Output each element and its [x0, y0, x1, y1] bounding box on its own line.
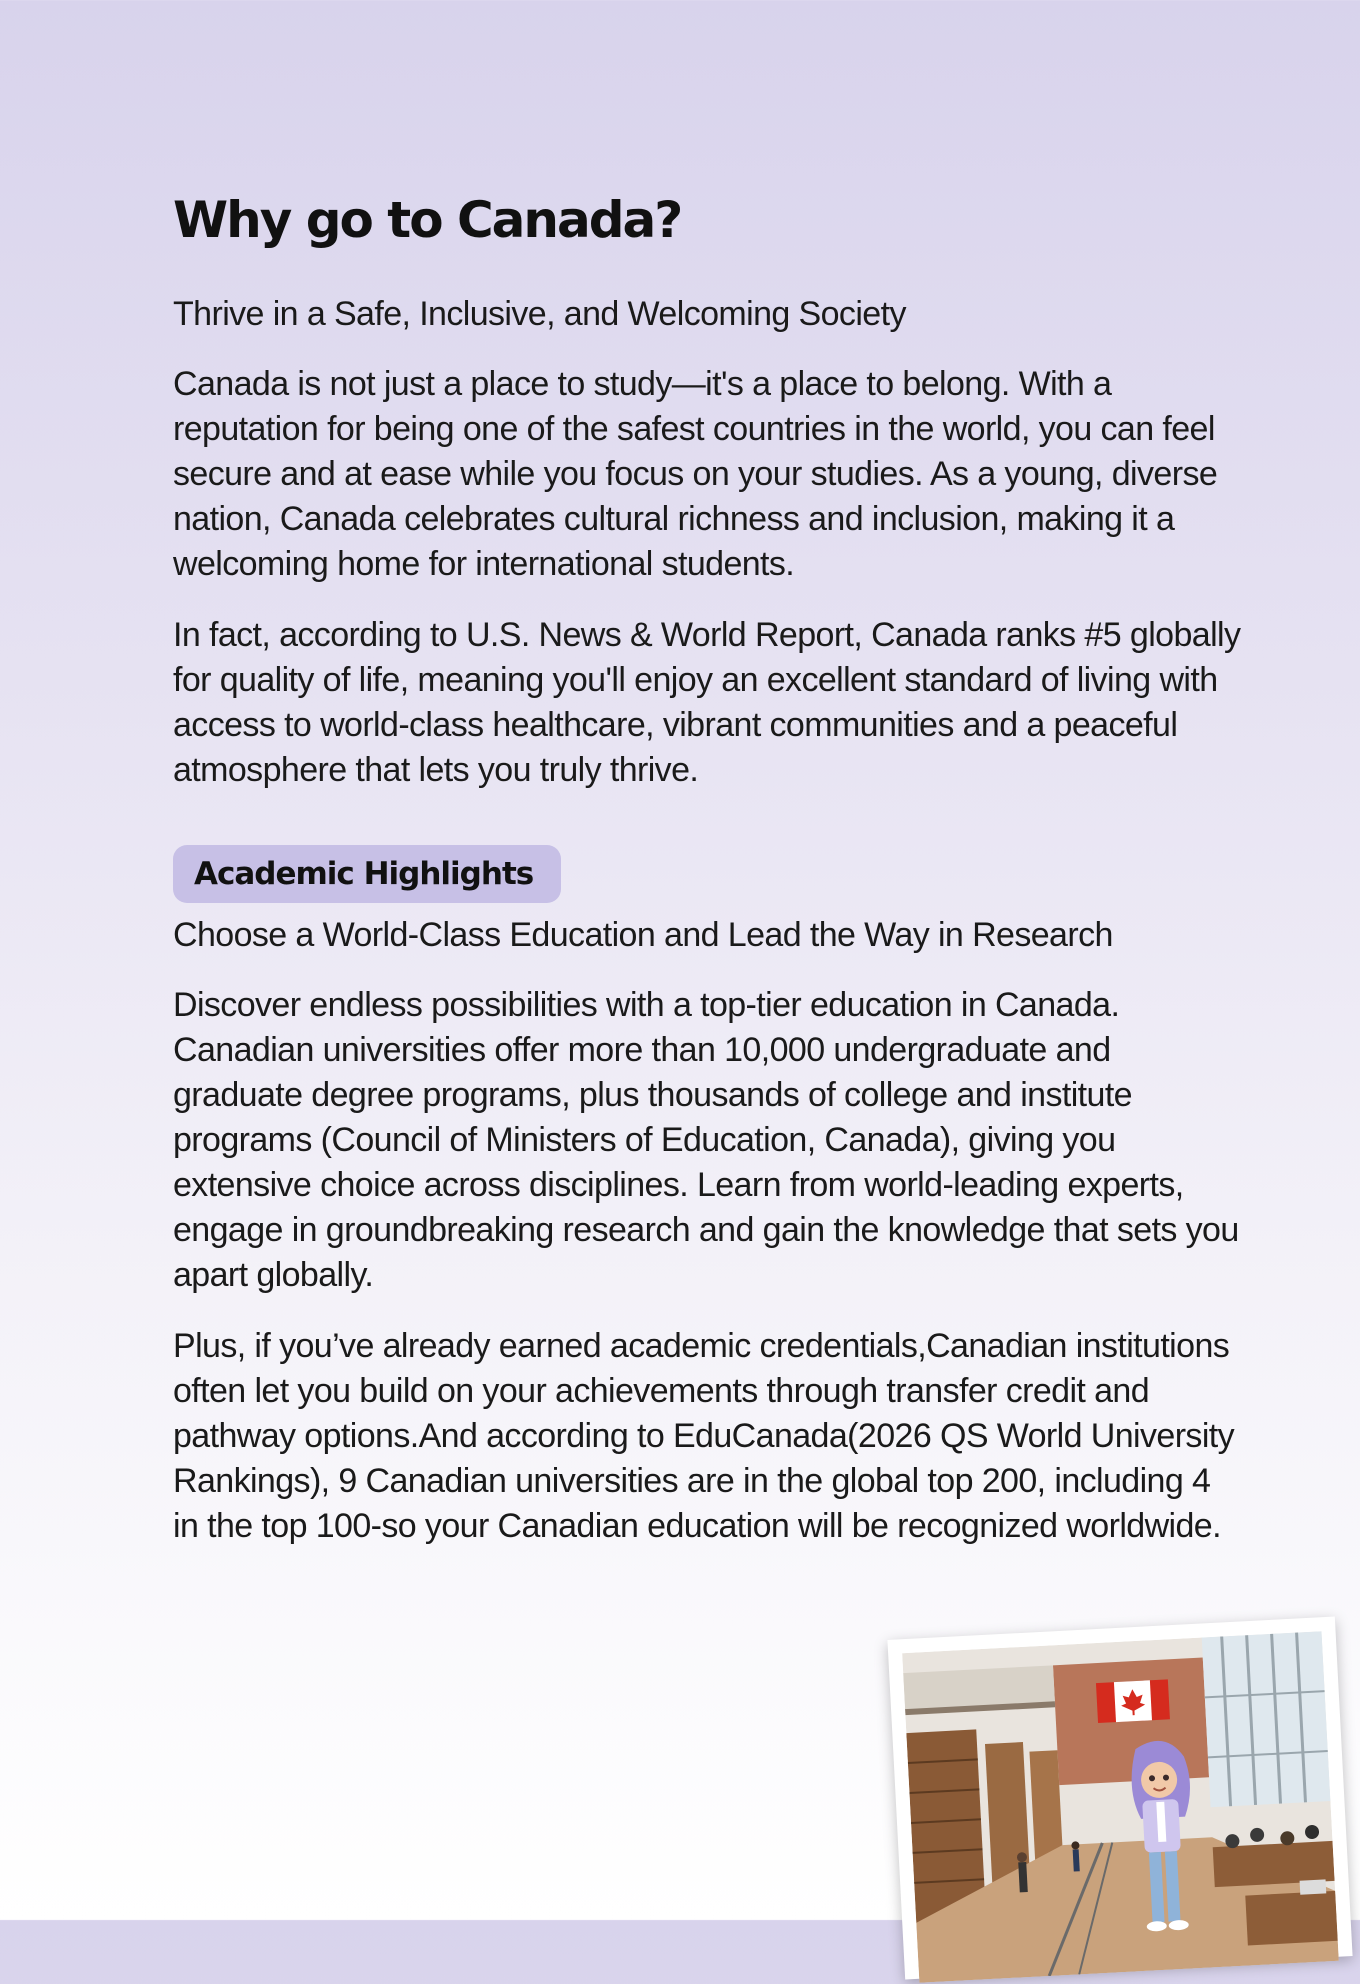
library-photo	[887, 1617, 1352, 1980]
safety-paragraph-1: Canada is not just a place to study—it's a place to belong. With a reputation for being one of the safest countries in the world, you can feel secure and at ease while you focus on your studies. As a young, diverse nation, Canada celebrates cultural richness and inclusion, making it a welcoming home for international students.	[173, 365, 1218, 583]
academic-subheading: Choose a World-Class Education and Lead the Way in Research	[173, 916, 1113, 954]
safety-subheading: Thrive in a Safe, Inclusive, and Welcoming Society	[173, 295, 906, 333]
main-content	[173, 190, 1253, 1549]
safety-paragraph-2: In fact, according to U.S. News & World Report, Canada ranks #5 globally for quality of life, meaning you'll enjoy an excellent standard of living with access to world-class healthcare, vibrant communities and a peaceful atmosphere that lets you truly thrive.	[173, 616, 1241, 789]
academic-paragraph-2: Plus, if you’ve already earned academic credentials,Canadian institutions often let you build on your achievements through transfer credit and pathway options.And according to EduCanada(2026 QS World University Rankings), 9 Canadian universities are in the global top 200, including 4 in the top 100-so your Canadian education will be recognized worldwide.	[173, 1327, 1235, 1545]
canada-flag	[1096, 1679, 1170, 1723]
academic-paragraph-1: Discover endless possibilities with a top-tier education in Canada. Canadian universities offer more than 10,000 undergraduate and graduate degree programs, plus thousands of college and institute programs (Council of Ministers of Education, Canada), giving you extensive choice across disciplines. Learn from world-leading experts, engage in groundbreaking research and gain the knowledge that sets you apart globally.	[173, 986, 1239, 1294]
page-title: Why go to Canada?	[173, 191, 682, 249]
library-illustration	[902, 1631, 1339, 1983]
academic-highlights-badge: Academic Highlights	[173, 845, 561, 903]
